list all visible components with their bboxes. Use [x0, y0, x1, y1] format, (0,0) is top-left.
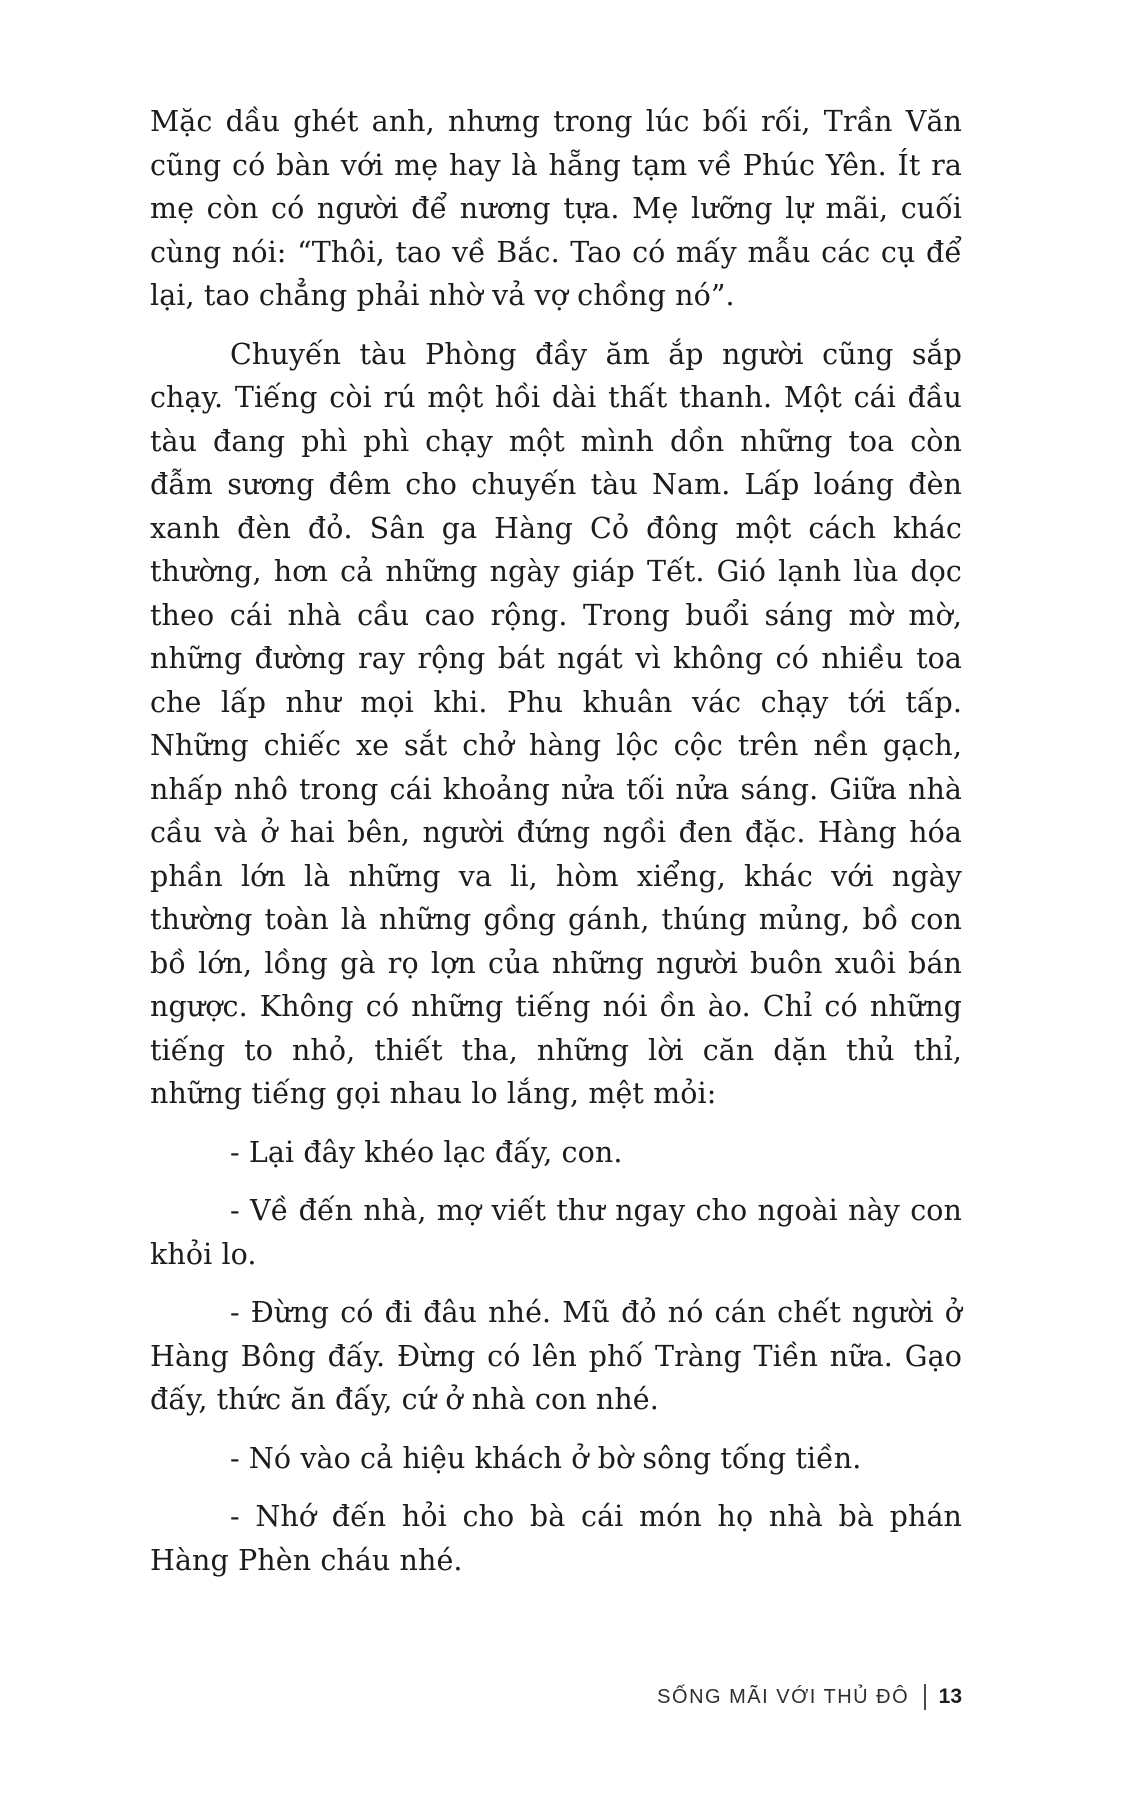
- footer-book-title: SỐNG MÃI VỚI THỦ ĐÔ: [657, 1685, 910, 1708]
- footer-page-number: 13: [938, 1685, 962, 1708]
- dialogue-line: - Nhớ đến hỏi cho bà cái món họ nhà bà phán Hàng Phèn cháu nhé.: [150, 1500, 962, 1577]
- body-paragraph: Chuyến tàu Phòng đầy ăm ắp người cũng sắp chạy. Tiếng còi rú một hồi dài thất thanh. Một cái đầu tàu đang phì phì chạy một mình dồn những toa còn đẫm sương đêm cho chuyến tàu Nam. Lấp loáng đèn xanh đèn đỏ. Sân ga Hàng Cỏ đông một cách khác thường, hơn cả những ngày giáp Tết. Gió lạnh lùa dọc theo cái nhà cầu cao rộng. Trong buổi sáng mờ mờ, những đường ray rộng bát ngát vì không có nhiều toa che lấp như mọi khi. Phu khuân vác chạy tới tấp. Những chiếc xe sắt chở hàng lộc cộc trên nền gạch, nhấp nhô trong cái khoảng nửa tối nửa sáng. Giữa nhà cầu và ở hai bên, người đứng ngồi đen đặc. Hàng hóa phần lớn là những va li, hòm xiểng, khác với ngày thường toàn là những gồng gánh, thúng mủng, bồ con bồ lớn, lồng gà rọ lợn của những người buôn xuôi bán ngược. Không có những tiếng nói ồn ào. Chỉ có những tiếng to nhỏ, thiết tha, những lời căn dặn thủ thỉ, những tiếng gọi nhau lo lắng, mệt mỏi:: [150, 337, 962, 1110]
- body-paragraph: Mặc dầu ghét anh, nhưng trong lúc bối rối, Trần Văn cũng có bàn với mẹ hay là hẵng tạm về Phúc Yên. Ít ra mẹ còn có người để nương tựa. Mẹ lưỡng lự mãi, cuối cùng nói: “Thôi, tao về Bắc. Tao có mấy mẫu các cụ để lại, tao chẳng phải nhờ vả vợ chồng nó”.: [150, 105, 962, 312]
- dialogue-line: - Về đến nhà, mợ viết thư ngay cho ngoài này con khỏi lo.: [150, 1194, 962, 1271]
- footer-divider: [924, 1684, 926, 1710]
- page-body-text: [150, 100, 962, 1597]
- page-footer: [657, 1684, 962, 1710]
- dialogue-line: - Lại đây khéo lạc đấy, con.: [230, 1135, 623, 1169]
- dialogue-line: - Đừng có đi đâu nhé. Mũ đỏ nó cán chết người ở Hàng Bông đấy. Đừng có lên phố Tràng Tiền nữa. Gạo đấy, thức ăn đấy, cứ ở nhà con nhé.: [150, 1296, 962, 1416]
- dialogue-line: - Nó vào cả hiệu khách ở bờ sông tống tiền.: [230, 1441, 862, 1475]
